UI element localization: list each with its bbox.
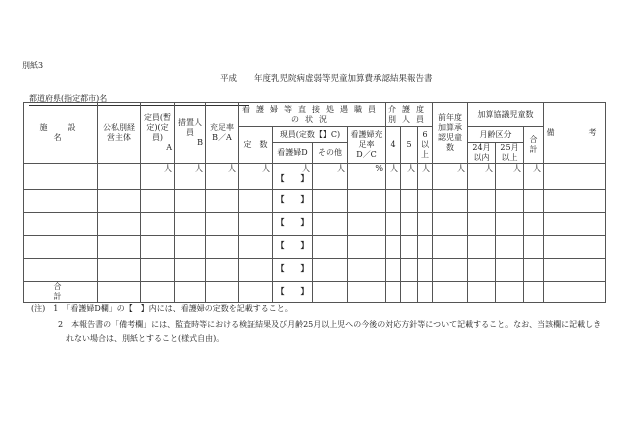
header-add-group: 加算協議児童数 xyxy=(468,103,544,127)
unit-label: 人 xyxy=(390,164,398,173)
cell[interactable] xyxy=(141,259,175,282)
unit-label: 人 xyxy=(262,164,270,173)
header-care-group: 介護度別人員 xyxy=(386,103,433,127)
cell[interactable] xyxy=(433,164,468,190)
cell[interactable] xyxy=(175,236,206,259)
staff-label: 措置人員 xyxy=(178,118,202,137)
unit-label: 人 xyxy=(485,164,493,173)
table-row xyxy=(24,190,606,213)
cell[interactable] xyxy=(273,259,313,282)
cell[interactable] xyxy=(386,164,401,190)
note-2: 2 本報告書の「備考欄」には、監査時等における検証結果及び月齢25月以上児への今後の対応方針等について記載すること。なお、当該欄に記載しき xyxy=(58,320,602,329)
cell[interactable] xyxy=(239,259,273,282)
header-age-24: 24月以内 xyxy=(468,143,496,164)
header-prev-year: 前年度加算承認児童数 xyxy=(433,103,468,164)
note-2-continued: れない場合は、別紙とすること(様式自由)。 xyxy=(66,334,225,343)
header-care-5: 5 xyxy=(401,127,418,164)
cell[interactable] xyxy=(206,282,239,303)
table-row xyxy=(24,164,606,190)
cell[interactable] xyxy=(401,282,418,303)
header-age-group: 月齢区分 xyxy=(468,127,524,143)
cell[interactable] xyxy=(348,282,386,303)
header-capacity xyxy=(141,103,175,164)
cell[interactable] xyxy=(418,190,433,213)
cell[interactable] xyxy=(24,236,98,259)
cell[interactable] xyxy=(386,282,401,303)
cell[interactable] xyxy=(496,213,524,236)
attachment-label: 別紙3 xyxy=(22,61,44,70)
cell[interactable] xyxy=(239,236,273,259)
header-age-25: 25月以上 xyxy=(496,143,524,164)
cell[interactable] xyxy=(348,259,386,282)
nurse-d-bracket[interactable]: 【 】 xyxy=(276,241,309,250)
cell[interactable] xyxy=(418,282,433,303)
cell[interactable] xyxy=(239,190,273,213)
nurse-d-bracket[interactable]: 【 】 xyxy=(276,218,309,227)
unit-label: 人 xyxy=(195,164,203,173)
header-operator: 公私別経営主体 xyxy=(98,103,141,164)
prefecture-name-field: 都道府県(指定都市)名 xyxy=(29,93,249,106)
header-nurse-rate xyxy=(348,127,386,164)
total-row xyxy=(24,282,606,303)
cell[interactable] xyxy=(273,164,313,190)
cell[interactable] xyxy=(496,282,524,303)
cell[interactable] xyxy=(98,213,141,236)
cell[interactable] xyxy=(386,259,401,282)
cell[interactable] xyxy=(348,213,386,236)
table-row xyxy=(24,259,606,282)
cell[interactable] xyxy=(468,164,496,190)
header-care-4: 4 xyxy=(386,127,401,164)
header-staff xyxy=(175,103,206,164)
cell[interactable] xyxy=(206,164,239,190)
nurse-rate-label: 看護婦充足率 xyxy=(350,130,383,149)
cell[interactable] xyxy=(141,213,175,236)
cell[interactable] xyxy=(496,236,524,259)
cell[interactable] xyxy=(401,213,418,236)
cell[interactable] xyxy=(206,190,239,213)
cell[interactable] xyxy=(544,190,606,213)
cell[interactable] xyxy=(175,190,206,213)
cell[interactable] xyxy=(433,282,468,303)
cell[interactable] xyxy=(524,282,544,303)
cell[interactable] xyxy=(524,236,544,259)
cell[interactable] xyxy=(348,164,386,190)
unit-label: 人 xyxy=(407,164,415,173)
cell[interactable] xyxy=(418,164,433,190)
unit-label: 人 xyxy=(533,164,541,173)
cell[interactable] xyxy=(313,282,348,303)
cell[interactable] xyxy=(401,190,418,213)
cell[interactable] xyxy=(544,213,606,236)
cell[interactable] xyxy=(433,236,468,259)
cell[interactable] xyxy=(313,259,348,282)
document-title: 平成 年度乳児院病虚弱等児童加算費承認結果報告書 xyxy=(220,74,433,84)
cell[interactable] xyxy=(348,236,386,259)
nurse-rate-symbol: D／C xyxy=(356,150,377,159)
unit-label: 人 xyxy=(228,164,236,173)
header-facility-name: 施 設 名 xyxy=(24,103,98,164)
cell[interactable] xyxy=(313,213,348,236)
cell[interactable] xyxy=(348,190,386,213)
note-1: (注) 1 「看護婦D欄」の【 】内には、看護婦の定数を記載すること。 xyxy=(31,304,293,313)
cell[interactable] xyxy=(386,190,401,213)
cell[interactable] xyxy=(239,282,273,303)
capacity-symbol: A xyxy=(166,143,172,152)
cell[interactable] xyxy=(206,259,239,282)
staff-symbol: B xyxy=(197,138,203,147)
unit-label: 人 xyxy=(164,164,172,173)
unit-label: 人 xyxy=(337,164,345,173)
cell[interactable] xyxy=(401,236,418,259)
header-care-6: 6以上 xyxy=(418,127,433,164)
cell[interactable] xyxy=(496,259,524,282)
cell[interactable] xyxy=(468,190,496,213)
table-row xyxy=(24,213,606,236)
cell[interactable] xyxy=(24,190,98,213)
cell[interactable] xyxy=(273,190,313,213)
cell[interactable] xyxy=(313,164,348,190)
cell[interactable] xyxy=(273,236,313,259)
cell[interactable] xyxy=(401,259,418,282)
cell[interactable] xyxy=(418,213,433,236)
cell[interactable] xyxy=(24,164,98,190)
cell[interactable] xyxy=(141,236,175,259)
cell[interactable] xyxy=(418,259,433,282)
capacity-label: 定員(暫定)(定員) xyxy=(143,113,172,142)
cell[interactable] xyxy=(433,213,468,236)
unit-label: 人 xyxy=(457,164,465,173)
cell[interactable] xyxy=(239,164,273,190)
fill-rate-symbol: B／A xyxy=(212,133,232,142)
header-current: 現員(定数【】C) xyxy=(273,127,348,143)
cell[interactable] xyxy=(175,164,206,190)
header-fill-rate xyxy=(206,103,239,164)
cell[interactable] xyxy=(544,259,606,282)
cell[interactable] xyxy=(468,236,496,259)
cell[interactable] xyxy=(433,259,468,282)
table-row xyxy=(24,236,606,259)
header-remarks: 備 考 xyxy=(544,103,606,164)
cell[interactable] xyxy=(386,236,401,259)
cell[interactable] xyxy=(98,236,141,259)
header-other: その他 xyxy=(313,143,348,164)
cell[interactable] xyxy=(98,190,141,213)
cell[interactable] xyxy=(544,236,606,259)
cell[interactable] xyxy=(496,164,524,190)
unit-label: 人 xyxy=(302,164,310,173)
cell[interactable] xyxy=(24,213,98,236)
header-nurse-d: 看護婦D xyxy=(273,143,313,164)
cell[interactable] xyxy=(313,190,348,213)
cell[interactable] xyxy=(524,164,544,190)
cell[interactable] xyxy=(468,282,496,303)
cell[interactable] xyxy=(524,259,544,282)
nurse-d-bracket[interactable]: 【 】 xyxy=(273,282,313,303)
nurse-d-bracket[interactable]: 【 】 xyxy=(276,264,309,273)
fill-rate-label: 充足率 xyxy=(210,123,234,132)
cell[interactable] xyxy=(141,190,175,213)
cell[interactable] xyxy=(386,213,401,236)
cell[interactable] xyxy=(313,236,348,259)
cell[interactable] xyxy=(98,164,141,190)
cell[interactable] xyxy=(24,259,98,282)
cell[interactable] xyxy=(468,259,496,282)
cell[interactable] xyxy=(544,282,606,303)
header-fixed-count: 定 数 xyxy=(239,127,273,164)
cell[interactable] xyxy=(239,213,273,236)
cell[interactable] xyxy=(496,190,524,213)
cell[interactable] xyxy=(206,213,239,236)
total-row-label: 合 計 xyxy=(24,282,98,303)
unit-label: 人 xyxy=(422,164,430,173)
cell[interactable] xyxy=(544,164,606,190)
header-total: 合計 xyxy=(524,127,544,164)
cell[interactable] xyxy=(524,213,544,236)
unit-label: 人 xyxy=(513,164,521,173)
nurse-d-bracket[interactable]: 【 】 xyxy=(276,174,309,183)
cell[interactable] xyxy=(175,259,206,282)
unit-label: % xyxy=(375,164,383,173)
cell[interactable] xyxy=(175,282,206,303)
cell[interactable] xyxy=(468,213,496,236)
cell[interactable] xyxy=(175,213,206,236)
cell[interactable] xyxy=(206,236,239,259)
cell[interactable] xyxy=(418,236,433,259)
cell[interactable] xyxy=(141,282,175,303)
cell[interactable] xyxy=(433,190,468,213)
nurse-d-bracket[interactable]: 【 】 xyxy=(276,195,309,204)
cell[interactable] xyxy=(273,213,313,236)
cell[interactable] xyxy=(141,164,175,190)
cell[interactable] xyxy=(401,164,418,190)
report-table xyxy=(23,102,606,303)
cell[interactable] xyxy=(524,190,544,213)
cell[interactable] xyxy=(98,259,141,282)
header-nurse-group: 看護婦等直接処遇職員の状況 xyxy=(239,103,386,127)
